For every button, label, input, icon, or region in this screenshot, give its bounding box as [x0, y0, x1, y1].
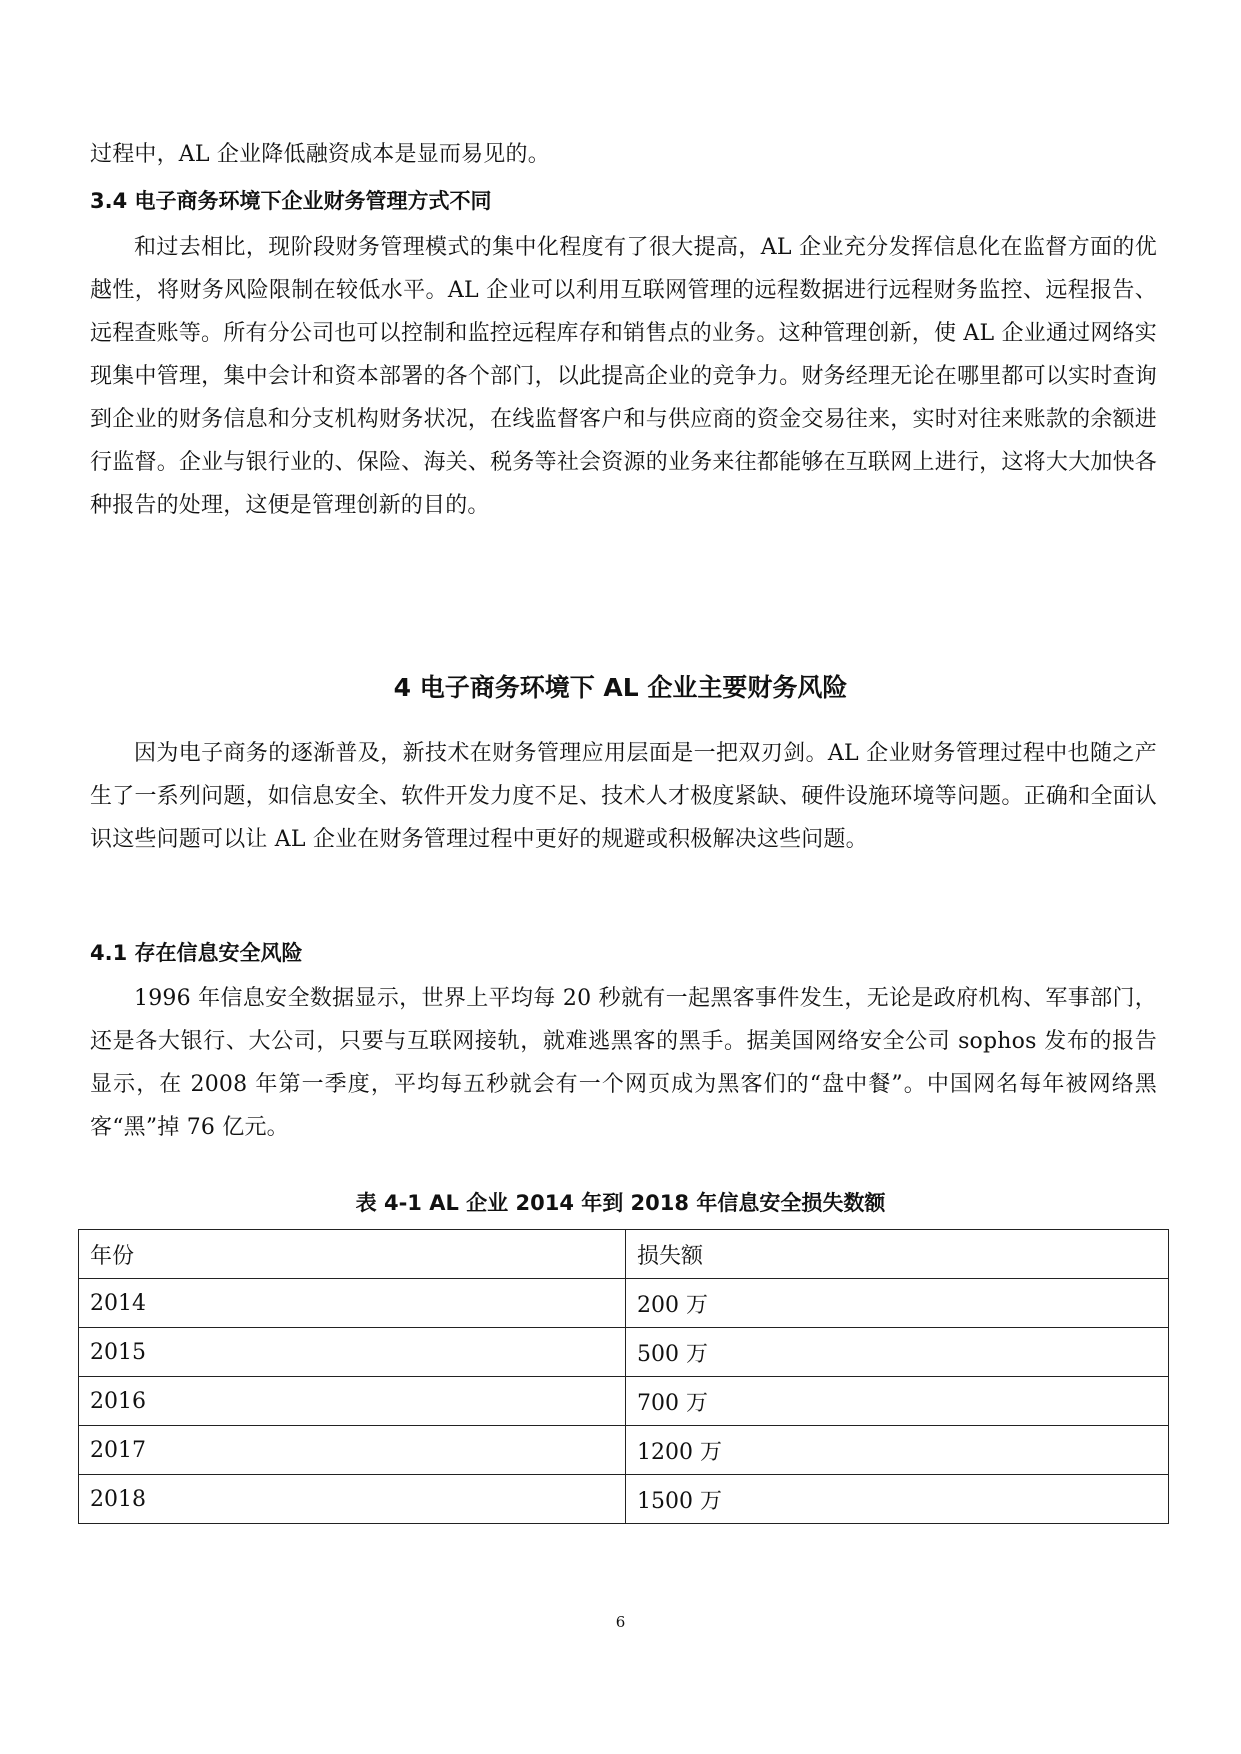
table-row — [79, 1475, 1169, 1524]
year-cell: 2015 — [79, 1328, 626, 1377]
loss-cell: 1200 万 — [626, 1426, 1169, 1475]
section-3-4-heading: 3.4 电子商务环境下企业财务管理方式不同 — [90, 189, 492, 213]
table-caption: 表 4-1 AL 企业 2014 年到 2018 年信息安全损失数额 — [355, 1191, 886, 1215]
chapter-4-heading: 4 电子商务环境下 AL 企业主要财务风险 — [393, 673, 848, 702]
table-row — [79, 1426, 1169, 1475]
table-header-row — [79, 1230, 1169, 1279]
section-3-4-paragraph: 和过去相比，现阶段财务管理模式的集中化程度有了很大提高，AL 企业充分发挥信息化在监督方面的优越性，将财务风险限制在较低水平。AL 企业可以利用互联网管理的远程数据进行远程财务监控、远程报告、远程查账等。所有分公司也可以控制和监控远程库存和销售点的业务。这种管理创新，使 AL 企业通过网络实现集中管理，集中会计和资本部署的各个部门，以此提高企业的竞争力。财务经理无论在哪里都可以实时查询到企业的财务信息和分支机构财务状况，在线监督客户和与供应商的资金交易往来，实时对往来账款的余额进行监督。企业与银行业的、保险、海关、税务等社会资源的业务来往都能够在互联网上进行，这将大大加快各种报告的处理，这便是管理创新的目的。 — [90, 235, 1157, 518]
loss-cell: 700 万 — [626, 1377, 1169, 1426]
year-cell: 2016 — [79, 1377, 626, 1426]
loss-table — [78, 1229, 1169, 1524]
chapter-4-paragraph: 因为电子商务的逐渐普及，新技术在财务管理应用层面是一把双刃剑。AL 企业财务管理过程中也随之产生了一系列问题，如信息安全、软件开发力度不足、技术人才极度紧缺、硬件设施环境等问题。正确和全面认识这些问题可以让 AL 企业在财务管理过程中更好的规避或积极解决这些问题。 — [90, 741, 1157, 852]
year-cell: 2014 — [79, 1279, 626, 1328]
loss-cell: 1500 万 — [626, 1475, 1169, 1524]
table-row — [79, 1328, 1169, 1377]
column-header-loss: 损失额 — [626, 1230, 1169, 1279]
column-header-year: 年份 — [79, 1230, 626, 1279]
year-cell: 2018 — [79, 1475, 626, 1524]
page-number: 6 — [615, 1613, 626, 1631]
loss-cell: 500 万 — [626, 1328, 1169, 1377]
table-row — [79, 1279, 1169, 1328]
section-4-1-heading: 4.1 存在信息安全风险 — [90, 941, 303, 965]
table-row — [79, 1377, 1169, 1426]
section-4-1-paragraph: 1996 年信息安全数据显示，世界上平均每 20 秒就有一起黑客事件发生，无论是政府机构、军事部门，还是各大银行、大公司，只要与互联网接轨，就难逃黑客的黑手。据美国网络安全公司 sophos 发布的报告显示，在 2008 年第一季度，平均每五秒就会有一个网页成为黑客们的“盘中餐”。中国网名每年被网络黑客“黑”掉 76 亿元。 — [90, 986, 1157, 1140]
year-cell: 2017 — [79, 1426, 626, 1475]
loss-cell: 200 万 — [626, 1279, 1169, 1328]
paragraph-continuation: 过程中，AL 企业降低融资成本是显而易见的。 — [90, 142, 550, 167]
